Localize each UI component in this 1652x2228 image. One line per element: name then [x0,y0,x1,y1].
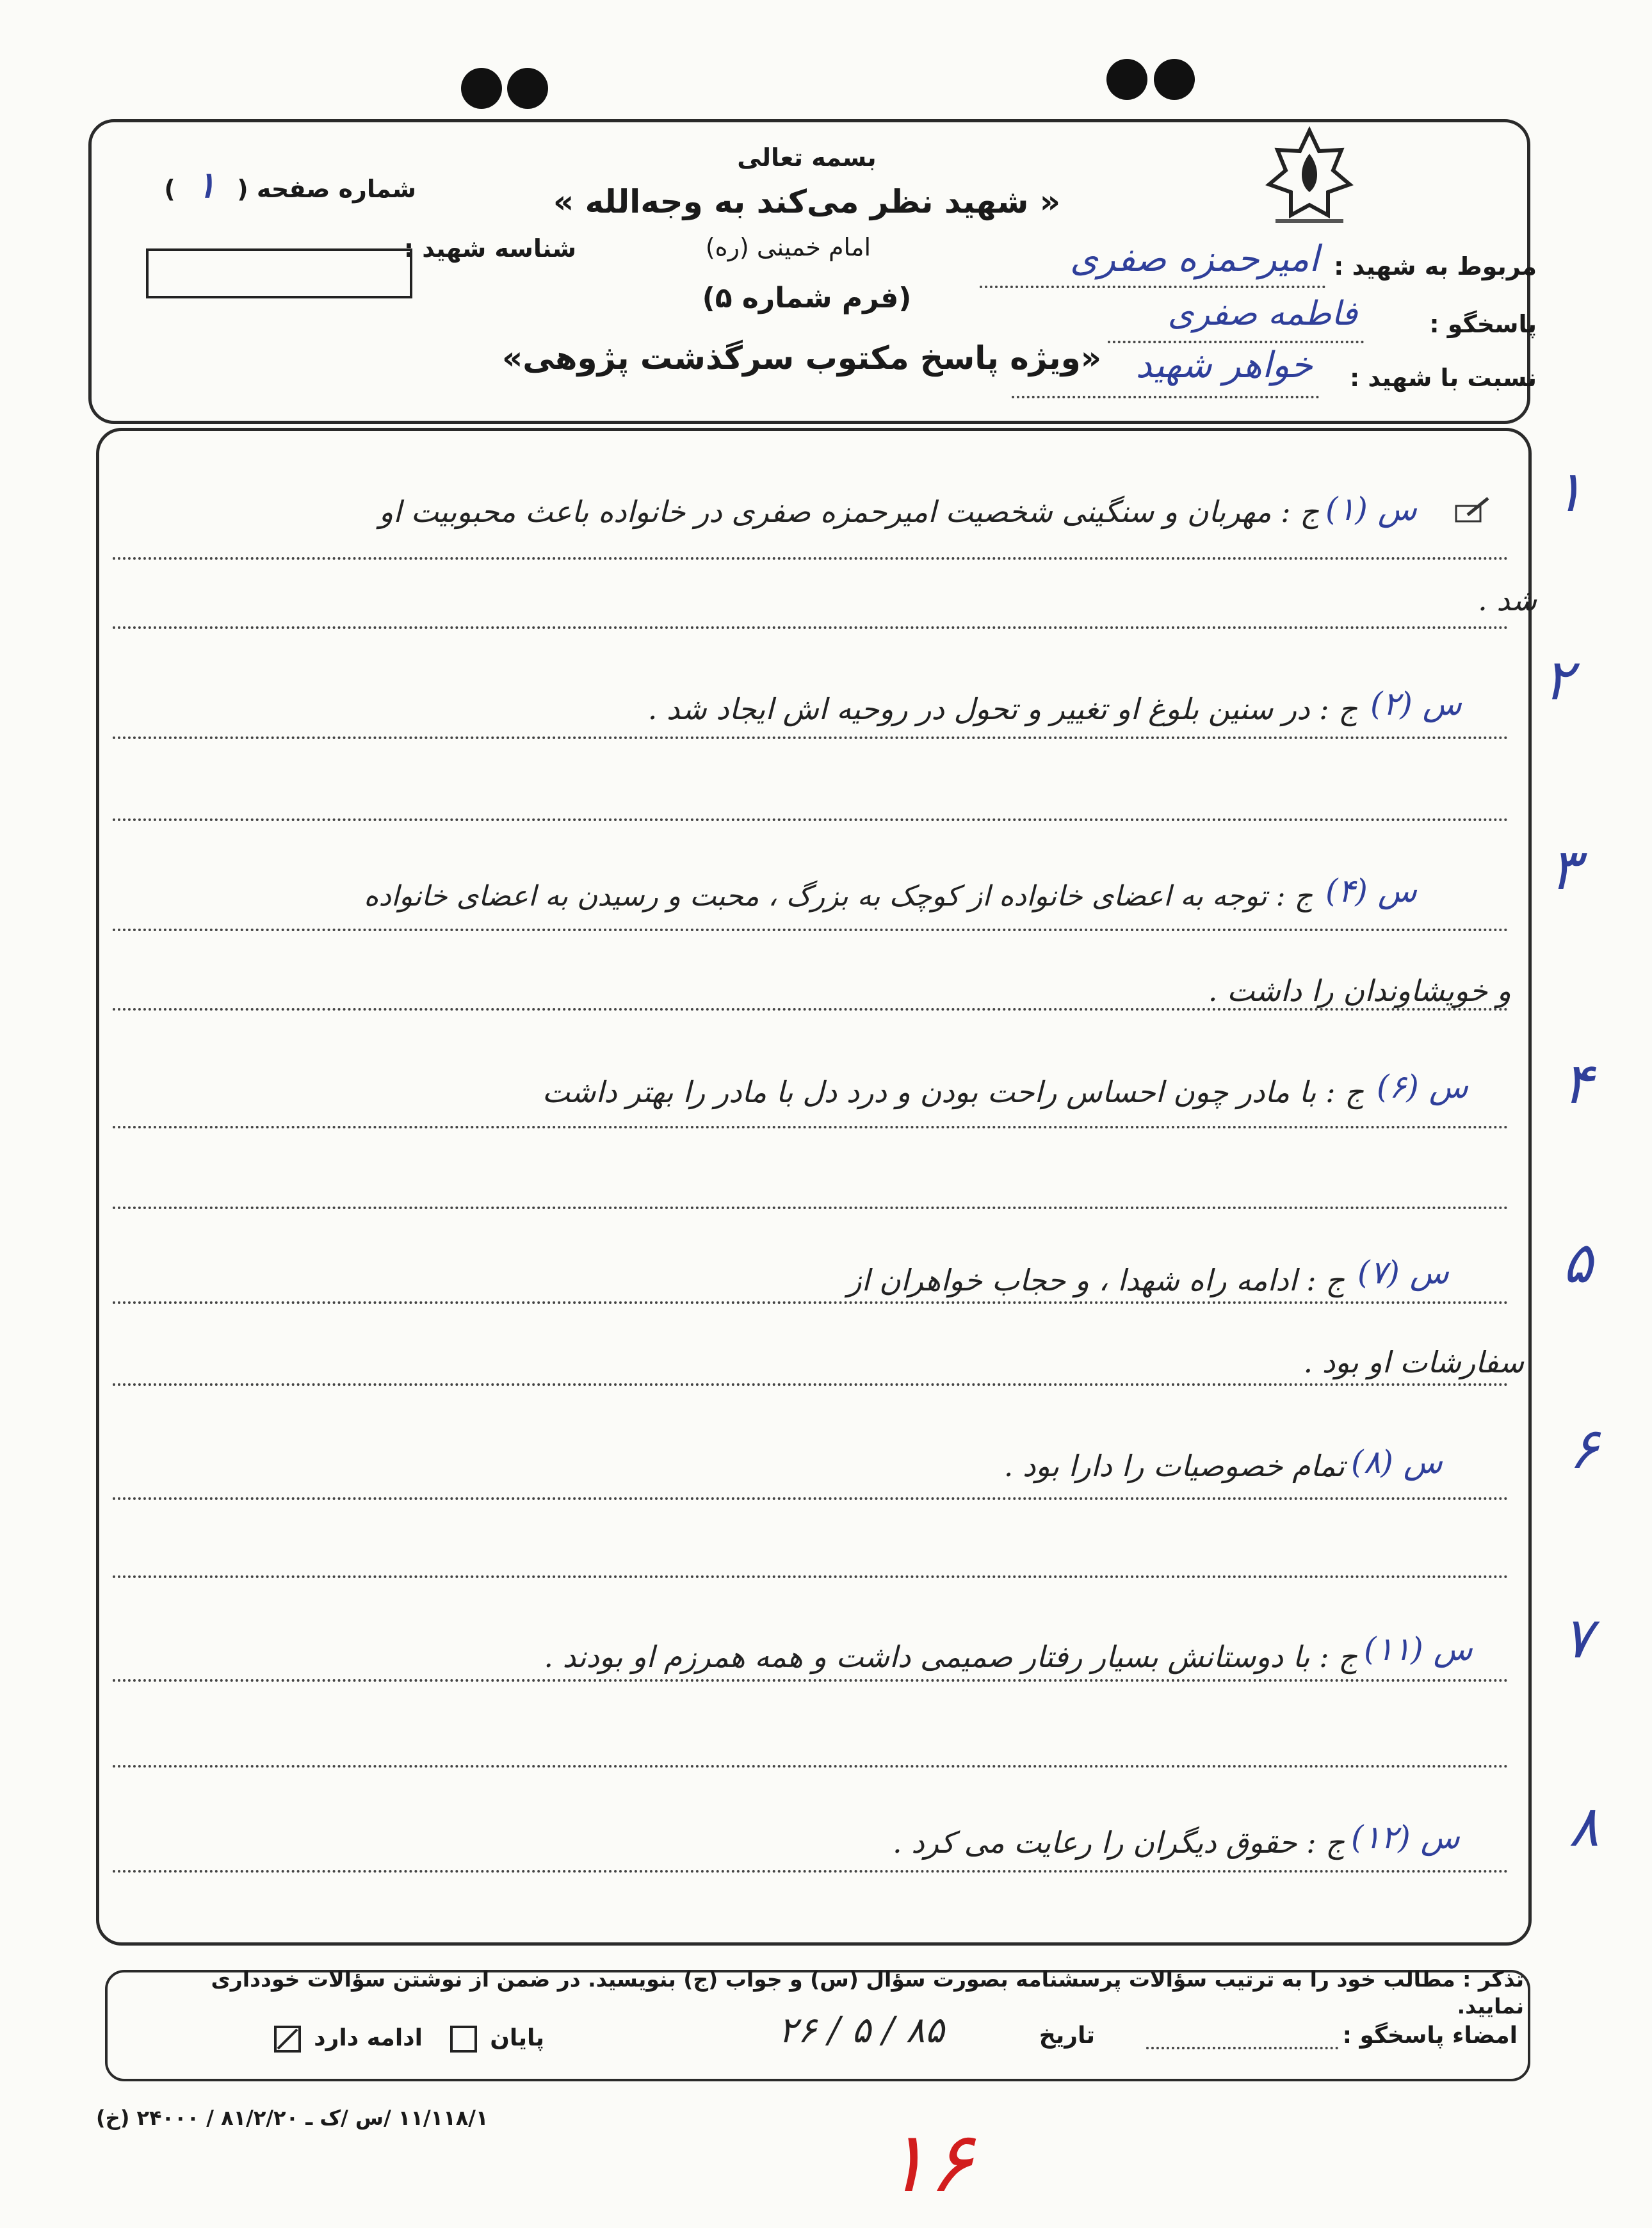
relation-value: خواهر شهید [1135,345,1313,386]
martyr-id-label: شناسه شهید : [403,234,576,263]
answer-text: تمام خصوصیات را دارا بود . [1003,1449,1345,1483]
question-label: س (۸) [1351,1443,1443,1481]
answers-box [96,428,1532,1946]
end-option[interactable] [416,2025,544,2053]
signature-line[interactable] [1146,2047,1338,2049]
related-martyr-line [980,286,1325,288]
answer-number: ۴ [1562,1050,1593,1116]
answer-text: ج : با دوستانش بسیار رفتار صمیمی داشت و همه همرزم او بودند . [544,1639,1357,1674]
end-label: پایان [490,2025,544,2051]
respondent-line [1108,341,1364,343]
answer-text: ج : توجه به اعضای خانواده از کوچک به بزرگ ، محبت و رسیدن به اعضای خانواده [364,880,1313,913]
punch-hole [461,68,502,109]
question-label: س (۱) [1325,491,1417,528]
ruled-line [113,1207,1509,1209]
punch-hole [507,68,548,109]
answer-text: و خویشاوندان را داشت . [1208,973,1511,1008]
answer-number: ۶ [1569,1415,1599,1481]
answer-number: ۵ [1562,1230,1593,1296]
martyr-id-field[interactable] [146,248,412,298]
relation-line [1012,396,1319,398]
respondent-label: پاسخگو : [1429,310,1537,338]
ruled-line [113,626,1509,629]
respondent-value: فاطمه صفری [1167,295,1357,333]
form-code: ۱۱/۱۱۸/۱ /س /ک ـ ۸۱/۲/۲۰ / ۲۴۰۰۰ (خ) [96,2106,489,2130]
ruled-line [113,1679,1509,1682]
answer-text: ج : ادامه راه شهدا ، و حجاب خواهران از [847,1263,1345,1297]
answer-number: ۲ [1543,647,1574,713]
ruled-line [113,1765,1509,1768]
date-value: ۸۵ / ۵ / ۲۶ [778,2010,944,2051]
related-martyr-value: امیرحمزه صفری [1070,238,1319,280]
answer-text: ج : در سنین بلوغ او تغییر و تحول در روحیه اش ایجاد شد . [647,692,1357,726]
answer-text: سفارشات او بود . [1303,1345,1524,1379]
date-label: تاریخ [1039,2022,1095,2049]
question-label: س (۱۱) [1364,1630,1473,1668]
ruled-line [113,1497,1509,1500]
question-label: س (۱۲) [1351,1819,1460,1856]
continue-option[interactable] [256,2025,423,2053]
ruled-line [113,1126,1509,1128]
ruled-line [113,1301,1509,1304]
answer-text: ج : با مادر چون احساس راحت بودن و درد دل با مادر را بهتر داشت [542,1075,1364,1109]
form-number: (فرم شماره ۵) [702,282,912,314]
ruled-line [113,1575,1509,1578]
question-label: س (۲) [1370,685,1462,722]
foundation-emblem-icon [1261,126,1357,228]
relation-label: نسبت با شهید : [1349,364,1537,392]
ruled-line [113,736,1509,739]
punch-hole [1106,59,1147,100]
answer-number: ۷ [1562,1605,1593,1671]
quote-title: « شهید نظر می‌کند به وجه‌الله » [553,183,1061,220]
related-martyr-label: مربوط به شهید : [1334,252,1537,281]
answer-number: ۳ [1550,836,1580,902]
ruled-line [113,557,1509,560]
page-number-value: ۱ [196,164,216,206]
answer-number: ۸ [1569,1793,1599,1859]
ruled-line [113,1870,1509,1873]
page-number-close: ) [164,175,175,203]
answer-text: ج : حقوق دیگران را رعایت می کرد . [893,1825,1345,1860]
footer-note: تذکر : مطالب خود را به ترتیب سؤالات پرسشنامه بصورت سؤال (س) و جواب (ج) بنویسید. در ضمن از نوشتن سؤالات خودداری نمایید. [211,1967,1524,2019]
answer-text: ج : مهربان و سنگینی شخصیت امیرحمزه صفری در خانواده باعث محبوبیت او [378,494,1319,529]
ruled-line [113,1008,1509,1011]
page-number-label [160,164,416,206]
question-label: س (۴) [1325,872,1417,909]
punch-hole [1154,59,1195,100]
signature-label: امضاء پاسخگو : [1342,2022,1518,2049]
answer-number: ۱ [1553,459,1584,524]
checkbox-empty-icon[interactable] [450,2026,477,2053]
sheet-number: ۱۶ [884,2113,973,2211]
ruled-line [113,929,1509,931]
continue-label: ادامه دارد [314,2025,423,2051]
form-purpose: «ویژه پاسخ مکتوب سرگذشت پژوهی» [501,339,1101,377]
page-number-label-text: شماره صفحه ( [237,175,416,203]
question-label: س (۶) [1377,1068,1468,1105]
answer-text: شد . [1478,583,1537,617]
checkbox-checked-icon[interactable] [274,2026,301,2053]
question-label: س (۷) [1357,1254,1449,1291]
quote-source: امام خمینی (ره) [705,233,871,261]
pen-writing-icon [1454,496,1491,524]
bismillah: بسمه تعالی [737,143,877,172]
ruled-line [113,1383,1509,1386]
ruled-line [113,818,1509,821]
